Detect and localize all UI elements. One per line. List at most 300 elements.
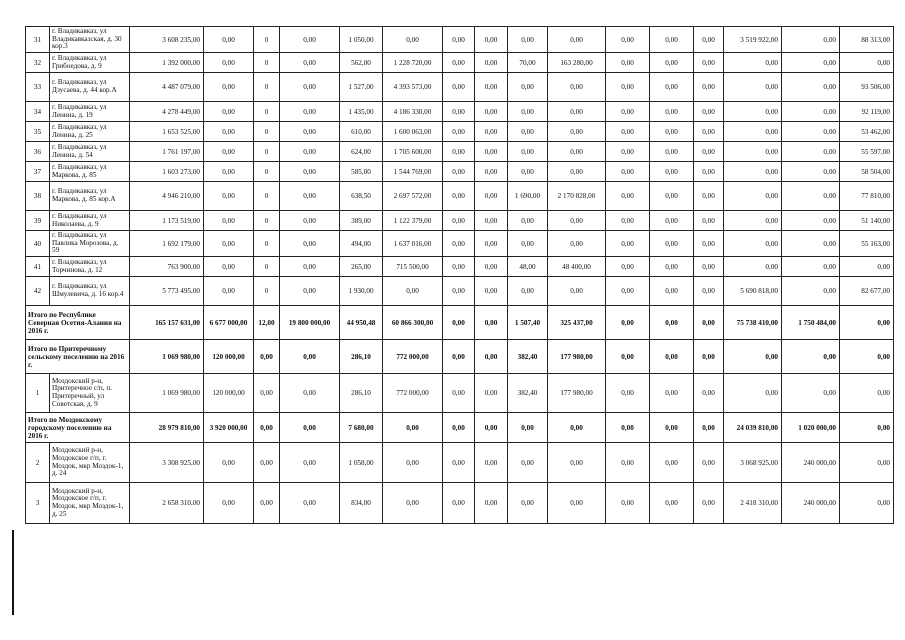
value-cell: 0,00 [475, 182, 508, 211]
value-cell: 1 122 379,00 [383, 211, 443, 231]
value-cell: 286,10 [340, 340, 383, 374]
value-cell: 0 [254, 53, 280, 73]
value-cell: 0,00 [254, 443, 280, 483]
value-cell: 1 690,00 [508, 182, 548, 211]
value-cell: 0,00 [650, 182, 694, 211]
value-cell: 0,00 [694, 306, 724, 340]
value-cell: 0,00 [650, 277, 694, 306]
value-cell: 0,00 [606, 73, 650, 102]
value-cell: 1 050,00 [340, 27, 383, 53]
value-cell: 0,00 [694, 102, 724, 122]
value-cell: 0,00 [694, 340, 724, 374]
value-cell: 0,00 [443, 257, 475, 277]
value-cell: 0,00 [508, 142, 548, 162]
value-cell: 0,00 [254, 374, 280, 413]
value-cell: 19 800 000,00 [280, 306, 340, 340]
value-cell: 0,00 [280, 182, 340, 211]
table-row [26, 374, 894, 413]
value-cell: 0,00 [548, 211, 606, 231]
value-cell: 0,00 [475, 231, 508, 257]
total-label: Итого по Моздокскому городскому поселению на 2016 г. [26, 413, 130, 443]
value-cell: 0,00 [508, 122, 548, 142]
value-cell: 0,00 [694, 483, 724, 524]
value-cell: 0,00 [694, 443, 724, 483]
value-cell: 0,00 [204, 27, 254, 53]
value-cell: 0,00 [383, 443, 443, 483]
value-cell: 0,00 [650, 142, 694, 162]
value-cell: 0,00 [204, 231, 254, 257]
value-cell: 1 930,00 [340, 277, 383, 306]
value-cell: 0,00 [548, 231, 606, 257]
value-cell: 0,00 [840, 53, 894, 73]
value-cell: 0,00 [475, 340, 508, 374]
value-cell: 0,00 [280, 277, 340, 306]
value-cell: 0,00 [606, 413, 650, 443]
value-cell: 0,00 [204, 182, 254, 211]
value-cell: 0,00 [254, 483, 280, 524]
value-cell: 0,00 [650, 340, 694, 374]
value-cell: 0,00 [204, 483, 254, 524]
value-cell: 0,00 [606, 443, 650, 483]
value-cell: 0,00 [475, 374, 508, 413]
value-cell: 0,00 [724, 142, 782, 162]
table-row [26, 102, 894, 122]
value-cell: 0,00 [548, 122, 606, 142]
value-cell: 0 [254, 142, 280, 162]
row-number: 32 [26, 53, 50, 73]
value-cell: 1 653 525,00 [130, 122, 204, 142]
value-cell: 0,00 [606, 231, 650, 257]
address-cell: г. Владикавказ, ул Торчинова, д. 12 [50, 257, 130, 277]
value-cell: 0,00 [475, 142, 508, 162]
value-cell: 0,00 [443, 122, 475, 142]
value-cell: 1 069 980,00 [130, 340, 204, 374]
value-cell: 120 000,00 [204, 340, 254, 374]
binding-margin-line [12, 530, 14, 615]
row-number: 31 [26, 27, 50, 53]
value-cell: 0,00 [724, 53, 782, 73]
value-cell: 0,00 [443, 53, 475, 73]
value-cell: 0,00 [280, 122, 340, 142]
value-cell: 53 462,00 [840, 122, 894, 142]
value-cell: 0,00 [254, 413, 280, 443]
value-cell: 0,00 [650, 27, 694, 53]
value-cell: 265,00 [340, 257, 383, 277]
value-cell: 0,00 [548, 483, 606, 524]
value-cell: 286,10 [340, 374, 383, 413]
value-cell: 0,00 [443, 306, 475, 340]
value-cell: 1 173 519,00 [130, 211, 204, 231]
value-cell: 382,40 [508, 340, 548, 374]
value-cell: 82 677,00 [840, 277, 894, 306]
value-cell: 0,00 [280, 340, 340, 374]
value-cell: 0,00 [650, 162, 694, 182]
value-cell: 0 [254, 102, 280, 122]
table-row [26, 53, 894, 73]
value-cell: 0,00 [204, 122, 254, 142]
value-cell: 0,00 [606, 277, 650, 306]
value-cell: 0 [254, 182, 280, 211]
total-label: Итого по Притеречному сельскому поселению на 2016 г. [26, 340, 130, 374]
value-cell: 7 680,00 [340, 413, 383, 443]
value-cell: 0,00 [694, 277, 724, 306]
value-cell: 5 690 818,00 [724, 277, 782, 306]
total-row [26, 306, 894, 340]
value-cell: 0,00 [650, 53, 694, 73]
value-cell: 0,00 [508, 102, 548, 122]
value-cell: 3 608 235,00 [130, 27, 204, 53]
value-cell: 0,00 [280, 443, 340, 483]
value-cell: 0,00 [606, 102, 650, 122]
value-cell: 0,00 [694, 73, 724, 102]
value-cell: 0,00 [475, 122, 508, 142]
value-cell: 0,00 [606, 340, 650, 374]
value-cell: 0,00 [508, 231, 548, 257]
value-cell: 0 [254, 257, 280, 277]
value-cell: 0,00 [694, 122, 724, 142]
value-cell: 1 069 980,00 [130, 374, 204, 413]
value-cell: 0,00 [280, 73, 340, 102]
table-row [26, 483, 894, 524]
value-cell: 12,00 [254, 306, 280, 340]
value-cell: 0,00 [443, 340, 475, 374]
value-cell: 0,00 [475, 483, 508, 524]
value-cell: 0,00 [840, 443, 894, 483]
value-cell: 0,00 [443, 142, 475, 162]
value-cell: 0,00 [443, 27, 475, 53]
value-cell: 0,00 [782, 340, 840, 374]
value-cell: 0,00 [548, 413, 606, 443]
value-cell: 28 979 810,00 [130, 413, 204, 443]
value-cell: 562,00 [340, 53, 383, 73]
value-cell: 0,00 [694, 182, 724, 211]
total-label: Итого по Республике Северная Осетия-Алания на 2016 г. [26, 306, 130, 340]
address-cell: г. Владикавказ, ул Маркова, д. 85 кор.А [50, 182, 130, 211]
value-cell: 3 519 922,00 [724, 27, 782, 53]
value-cell: 0,00 [782, 122, 840, 142]
value-cell: 389,00 [340, 211, 383, 231]
table-row [26, 73, 894, 102]
value-cell: 0,00 [782, 182, 840, 211]
value-cell: 2 170 828,00 [548, 182, 606, 211]
value-cell: 0,00 [443, 413, 475, 443]
value-cell: 0,00 [548, 443, 606, 483]
value-cell: 0,00 [204, 211, 254, 231]
value-cell: 0,00 [508, 413, 548, 443]
value-cell: 638,50 [340, 182, 383, 211]
value-cell: 0 [254, 73, 280, 102]
value-cell: 1 527,00 [340, 73, 383, 102]
data-table [25, 26, 894, 524]
total-row [26, 340, 894, 374]
value-cell: 0,00 [782, 162, 840, 182]
value-cell: 0,00 [280, 162, 340, 182]
value-cell: 0,00 [840, 340, 894, 374]
table-row [26, 231, 894, 257]
value-cell: 0,00 [383, 27, 443, 53]
value-cell: 0,00 [475, 53, 508, 73]
value-cell: 0,00 [694, 231, 724, 257]
value-cell: 0,00 [475, 102, 508, 122]
value-cell: 1 750 484,00 [782, 306, 840, 340]
value-cell: 0,00 [782, 142, 840, 162]
value-cell: 60 866 300,00 [383, 306, 443, 340]
value-cell: 0,00 [475, 162, 508, 182]
value-cell: 763 900,00 [130, 257, 204, 277]
value-cell: 1 058,00 [340, 443, 383, 483]
value-cell: 0,00 [443, 162, 475, 182]
table-row [26, 182, 894, 211]
value-cell: 0 [254, 231, 280, 257]
value-cell: 1 692 179,00 [130, 231, 204, 257]
value-cell: 0,00 [694, 257, 724, 277]
value-cell: 610,00 [340, 122, 383, 142]
table-wrap [25, 26, 893, 524]
value-cell: 1 544 769,00 [383, 162, 443, 182]
value-cell: 177 980,00 [548, 340, 606, 374]
value-cell: 1 761 197,00 [130, 142, 204, 162]
value-cell: 0,00 [782, 27, 840, 53]
address-cell: г. Владикавказ, ул Владикавказская, д. 30 кор.3 [50, 27, 130, 53]
value-cell: 0,00 [508, 277, 548, 306]
table-body [26, 27, 894, 524]
value-cell: 0,00 [508, 443, 548, 483]
value-cell: 0,00 [606, 53, 650, 73]
value-cell: 0,00 [606, 374, 650, 413]
value-cell: 0,00 [443, 374, 475, 413]
row-number: 39 [26, 211, 50, 231]
value-cell: 0,00 [280, 413, 340, 443]
value-cell: 0,00 [724, 162, 782, 182]
value-cell: 70,00 [508, 53, 548, 73]
address-cell: Моздокский р-н, Моздокское г/п, г. Моздок, мкр Моздок-1, д. 24 [50, 443, 130, 483]
value-cell: 0,00 [782, 231, 840, 257]
value-cell: 0 [254, 162, 280, 182]
value-cell: 44 950,48 [340, 306, 383, 340]
address-cell: г. Владикавказ, ул Павлика Морозова, д. 59 [50, 231, 130, 257]
value-cell: 0,00 [650, 306, 694, 340]
value-cell: 0,00 [383, 413, 443, 443]
value-cell: 0,00 [782, 102, 840, 122]
value-cell: 0,00 [548, 73, 606, 102]
value-cell: 0,00 [475, 73, 508, 102]
row-number: 2 [26, 443, 50, 483]
row-number: 37 [26, 162, 50, 182]
value-cell: 0,00 [606, 211, 650, 231]
value-cell: 0,00 [782, 53, 840, 73]
value-cell: 0,00 [650, 231, 694, 257]
value-cell: 240 000,00 [782, 483, 840, 524]
address-cell: Моздокский р-н, Притеречное с/п, п. Притеречный, ул Советская, д. 9 [50, 374, 130, 413]
value-cell: 0,00 [443, 443, 475, 483]
value-cell: 0,00 [650, 73, 694, 102]
row-number: 41 [26, 257, 50, 277]
value-cell: 0,00 [475, 306, 508, 340]
value-cell: 0,00 [606, 182, 650, 211]
value-cell: 0,00 [724, 122, 782, 142]
value-cell: 0 [254, 27, 280, 53]
value-cell: 585,00 [340, 162, 383, 182]
value-cell: 0,00 [204, 443, 254, 483]
value-cell: 3 068 925,00 [724, 443, 782, 483]
value-cell: 77 810,00 [840, 182, 894, 211]
value-cell: 51 140,00 [840, 211, 894, 231]
value-cell: 55 597,00 [840, 142, 894, 162]
value-cell: 0,00 [606, 122, 650, 142]
value-cell: 0,00 [443, 231, 475, 257]
value-cell: 240 000,00 [782, 443, 840, 483]
value-cell: 1 435,00 [340, 102, 383, 122]
row-number: 40 [26, 231, 50, 257]
address-cell: г. Владикавказ, ул Маркова, д. 85 [50, 162, 130, 182]
value-cell: 0,00 [548, 162, 606, 182]
value-cell: 0,00 [548, 142, 606, 162]
value-cell: 0,00 [280, 27, 340, 53]
value-cell: 0,00 [508, 211, 548, 231]
address-cell: г. Владикавказ, ул Ленина, д. 54 [50, 142, 130, 162]
value-cell: 0,00 [694, 53, 724, 73]
value-cell: 0,00 [204, 102, 254, 122]
value-cell: 55 163,00 [840, 231, 894, 257]
value-cell: 0,00 [443, 211, 475, 231]
value-cell: 1 637 016,00 [383, 231, 443, 257]
value-cell: 772 000,00 [383, 374, 443, 413]
value-cell: 1 600 063,00 [383, 122, 443, 142]
table-row [26, 443, 894, 483]
value-cell: 0,00 [650, 211, 694, 231]
table-row [26, 122, 894, 142]
value-cell: 0,00 [650, 257, 694, 277]
value-cell: 0,00 [508, 27, 548, 53]
value-cell: 0,00 [694, 162, 724, 182]
value-cell: 0,00 [606, 27, 650, 53]
value-cell: 325 437,00 [548, 306, 606, 340]
value-cell: 177 980,00 [548, 374, 606, 413]
value-cell: 0,00 [475, 277, 508, 306]
value-cell: 0,00 [840, 374, 894, 413]
value-cell: 0,00 [694, 374, 724, 413]
value-cell: 0,00 [383, 483, 443, 524]
value-cell: 0 [254, 122, 280, 142]
value-cell: 0,00 [254, 340, 280, 374]
value-cell: 0,00 [508, 483, 548, 524]
value-cell: 0,00 [204, 73, 254, 102]
value-cell: 0,00 [508, 73, 548, 102]
value-cell: 0,00 [650, 102, 694, 122]
value-cell: 0,00 [204, 257, 254, 277]
value-cell: 0,00 [475, 413, 508, 443]
value-cell: 4 487 079,00 [130, 73, 204, 102]
value-cell: 0,00 [782, 277, 840, 306]
value-cell: 0,00 [724, 211, 782, 231]
table-row [26, 257, 894, 277]
value-cell: 624,00 [340, 142, 383, 162]
value-cell: 93 506,00 [840, 73, 894, 102]
value-cell: 0,00 [280, 102, 340, 122]
value-cell: 0,00 [650, 443, 694, 483]
value-cell: 0,00 [606, 483, 650, 524]
value-cell: 4 278 449,00 [130, 102, 204, 122]
value-cell: 0,00 [443, 277, 475, 306]
value-cell: 715 500,00 [383, 257, 443, 277]
table-row [26, 277, 894, 306]
value-cell: 0,00 [782, 73, 840, 102]
row-number: 35 [26, 122, 50, 142]
row-number: 36 [26, 142, 50, 162]
value-cell: 0,00 [606, 142, 650, 162]
value-cell: 0,00 [204, 277, 254, 306]
address-cell: г. Владикавказ, ул Ленина, д. 25 [50, 122, 130, 142]
value-cell: 0,00 [548, 102, 606, 122]
value-cell: 0,00 [840, 306, 894, 340]
table-row [26, 162, 894, 182]
value-cell: 0,00 [475, 211, 508, 231]
row-number: 3 [26, 483, 50, 524]
value-cell: 0,00 [782, 374, 840, 413]
table-row [26, 211, 894, 231]
value-cell: 0,00 [724, 374, 782, 413]
value-cell: 1 020 000,00 [782, 413, 840, 443]
value-cell: 3 920 000,00 [204, 413, 254, 443]
value-cell: 0,00 [694, 27, 724, 53]
address-cell: г. Владикавказ, ул Николаева, д. 9 [50, 211, 130, 231]
value-cell: 24 039 810,00 [724, 413, 782, 443]
value-cell: 0,00 [548, 27, 606, 53]
value-cell: 0,00 [204, 162, 254, 182]
value-cell: 4 186 330,00 [383, 102, 443, 122]
value-cell: 0,00 [724, 340, 782, 374]
value-cell: 0,00 [443, 182, 475, 211]
value-cell: 0,00 [606, 162, 650, 182]
value-cell: 0 [254, 277, 280, 306]
value-cell: 1 392 000,00 [130, 53, 204, 73]
value-cell: 382,40 [508, 374, 548, 413]
value-cell: 0,00 [475, 27, 508, 53]
value-cell: 58 504,00 [840, 162, 894, 182]
value-cell: 0,00 [280, 231, 340, 257]
value-cell: 0,00 [508, 162, 548, 182]
value-cell: 772 000,00 [383, 340, 443, 374]
value-cell: 0,00 [280, 53, 340, 73]
address-cell: г. Владикавказ, ул Ленина, д. 19 [50, 102, 130, 122]
value-cell: 0,00 [650, 374, 694, 413]
value-cell: 0,00 [280, 142, 340, 162]
value-cell: 0,00 [606, 257, 650, 277]
value-cell: 0,00 [782, 257, 840, 277]
value-cell: 1 228 720,00 [383, 53, 443, 73]
value-cell: 0,00 [840, 413, 894, 443]
value-cell: 0,00 [724, 73, 782, 102]
value-cell: 0,00 [280, 483, 340, 524]
value-cell: 0,00 [694, 413, 724, 443]
value-cell: 0,00 [650, 413, 694, 443]
value-cell: 0,00 [724, 231, 782, 257]
value-cell: 0,00 [694, 211, 724, 231]
total-row [26, 413, 894, 443]
value-cell: 48 400,00 [548, 257, 606, 277]
value-cell: 2 697 572,00 [383, 182, 443, 211]
value-cell: 2 658 310,00 [130, 483, 204, 524]
row-number: 1 [26, 374, 50, 413]
value-cell: 0,00 [204, 142, 254, 162]
value-cell: 0,00 [280, 257, 340, 277]
value-cell: 0,00 [443, 483, 475, 524]
value-cell: 75 738 410,00 [724, 306, 782, 340]
table-row [26, 27, 894, 53]
row-number: 38 [26, 182, 50, 211]
value-cell: 92 119,00 [840, 102, 894, 122]
row-number: 42 [26, 277, 50, 306]
